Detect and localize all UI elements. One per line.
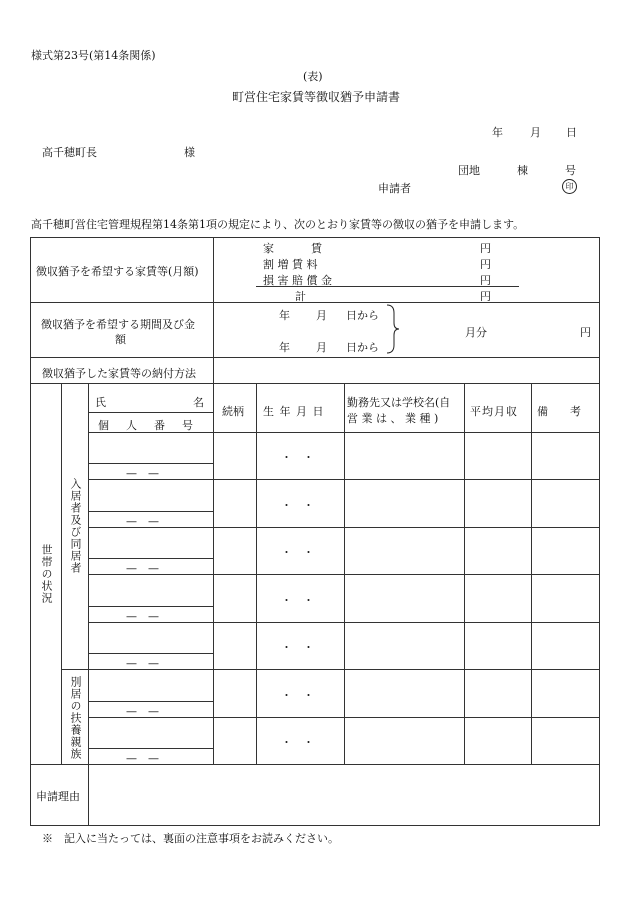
birth-date-dots: ・ ・ [281,641,314,654]
rent-item-unit: 円 [480,242,491,255]
date-day: 日 [566,126,577,139]
rent-label: 徴収猶予を希望する家賃等(月額) [36,265,199,278]
period-yen-label: 円 [580,326,591,339]
id-number-dashes: — — [126,610,159,623]
id-number-dashes: — — [126,752,159,765]
col-header-income: 平均月収 [470,405,518,418]
rent-item-unit: 円 [480,274,491,287]
birth-date-dots: ・ ・ [281,689,314,702]
birth-date-dots: ・ ・ [281,736,314,749]
id-number-dashes: — — [126,515,159,528]
period-to-year: 年 [279,341,290,354]
rent-item-unit: 円 [480,258,491,271]
id-number-dashes: — — [126,705,159,718]
date-year: 年 [492,126,503,139]
col-header-notes: 備 考 [537,405,581,418]
birth-date-dots: ・ ・ [281,594,314,607]
period-label: 徴収猶予を希望する期間及び金 [41,318,195,331]
period-from-year: 年 [279,309,290,322]
addressee: 高千穂町長 [42,146,97,159]
separate-group-label: 別居の扶養親族 [69,676,82,760]
form-number: 様式第23号(第14条関係) [31,49,156,62]
form-side-label: (表) [303,70,323,83]
footer-note: ※ 記入に当たっては、裏面の注意事項をお読みください。 [42,832,339,845]
address-danchi: 団地 [458,164,480,177]
col-header-work: 勤務先又は学校名(自 [347,396,451,409]
birth-date-dots: ・ ・ [281,451,314,464]
id-number-dashes: — — [126,467,159,480]
period-brace-icon [386,303,400,355]
id-number-dashes: — — [126,657,159,670]
address-gou: 号 [565,164,576,177]
col-header-work-cont: 営 業 は 、 業 種 ) [347,412,439,425]
id-number-dashes: — — [126,562,159,575]
col-header-relation: 続柄 [222,405,244,418]
address-tou: 棟 [517,164,528,177]
page-title: 町営住宅家賃等徴収猶予申請書 [232,90,401,104]
period-to-month: 月 [316,341,327,354]
reason-label: 申請理由 [36,790,80,803]
date-month: 月 [530,126,541,139]
seal-mark: 印 [562,179,577,194]
period-months-label: 月分 [465,326,487,339]
birth-date-dots: ・ ・ [281,499,314,512]
intro-text: 高千穂町営住宅管理規程第14条第1項の規定により、次のとおり家賃等の徴収の猶予を申請します。 [31,218,525,231]
period-from-month: 月 [316,309,327,322]
col-header-id: 個 人 番 号 [98,419,196,432]
col-header-name: 氏 名 [95,396,207,409]
rent-item-name: 損 害 賠 償 金 [263,274,332,287]
addressee-honorific: 様 [184,146,195,159]
rent-total-label: 計 [295,290,306,303]
cohabitant-group-label: 入居者及び同居者 [69,478,82,574]
period-from-day: 日から [346,309,379,322]
birth-date-dots: ・ ・ [281,546,314,559]
household-section-label: 世帯の状況 [40,544,53,604]
rent-item-name: 家 賃 [263,242,323,255]
payment-method-label: 徴収猶予した家賃等の納付方法 [42,367,196,380]
applicant-label: 申請者 [378,182,411,195]
period-label-cont: 額 [115,333,126,346]
rent-total-unit: 円 [480,290,491,303]
rent-item-name: 割 増 賃 料 [263,258,318,271]
period-to-day: 日から [346,341,379,354]
col-header-birth: 生 年 月 日 [263,405,325,418]
